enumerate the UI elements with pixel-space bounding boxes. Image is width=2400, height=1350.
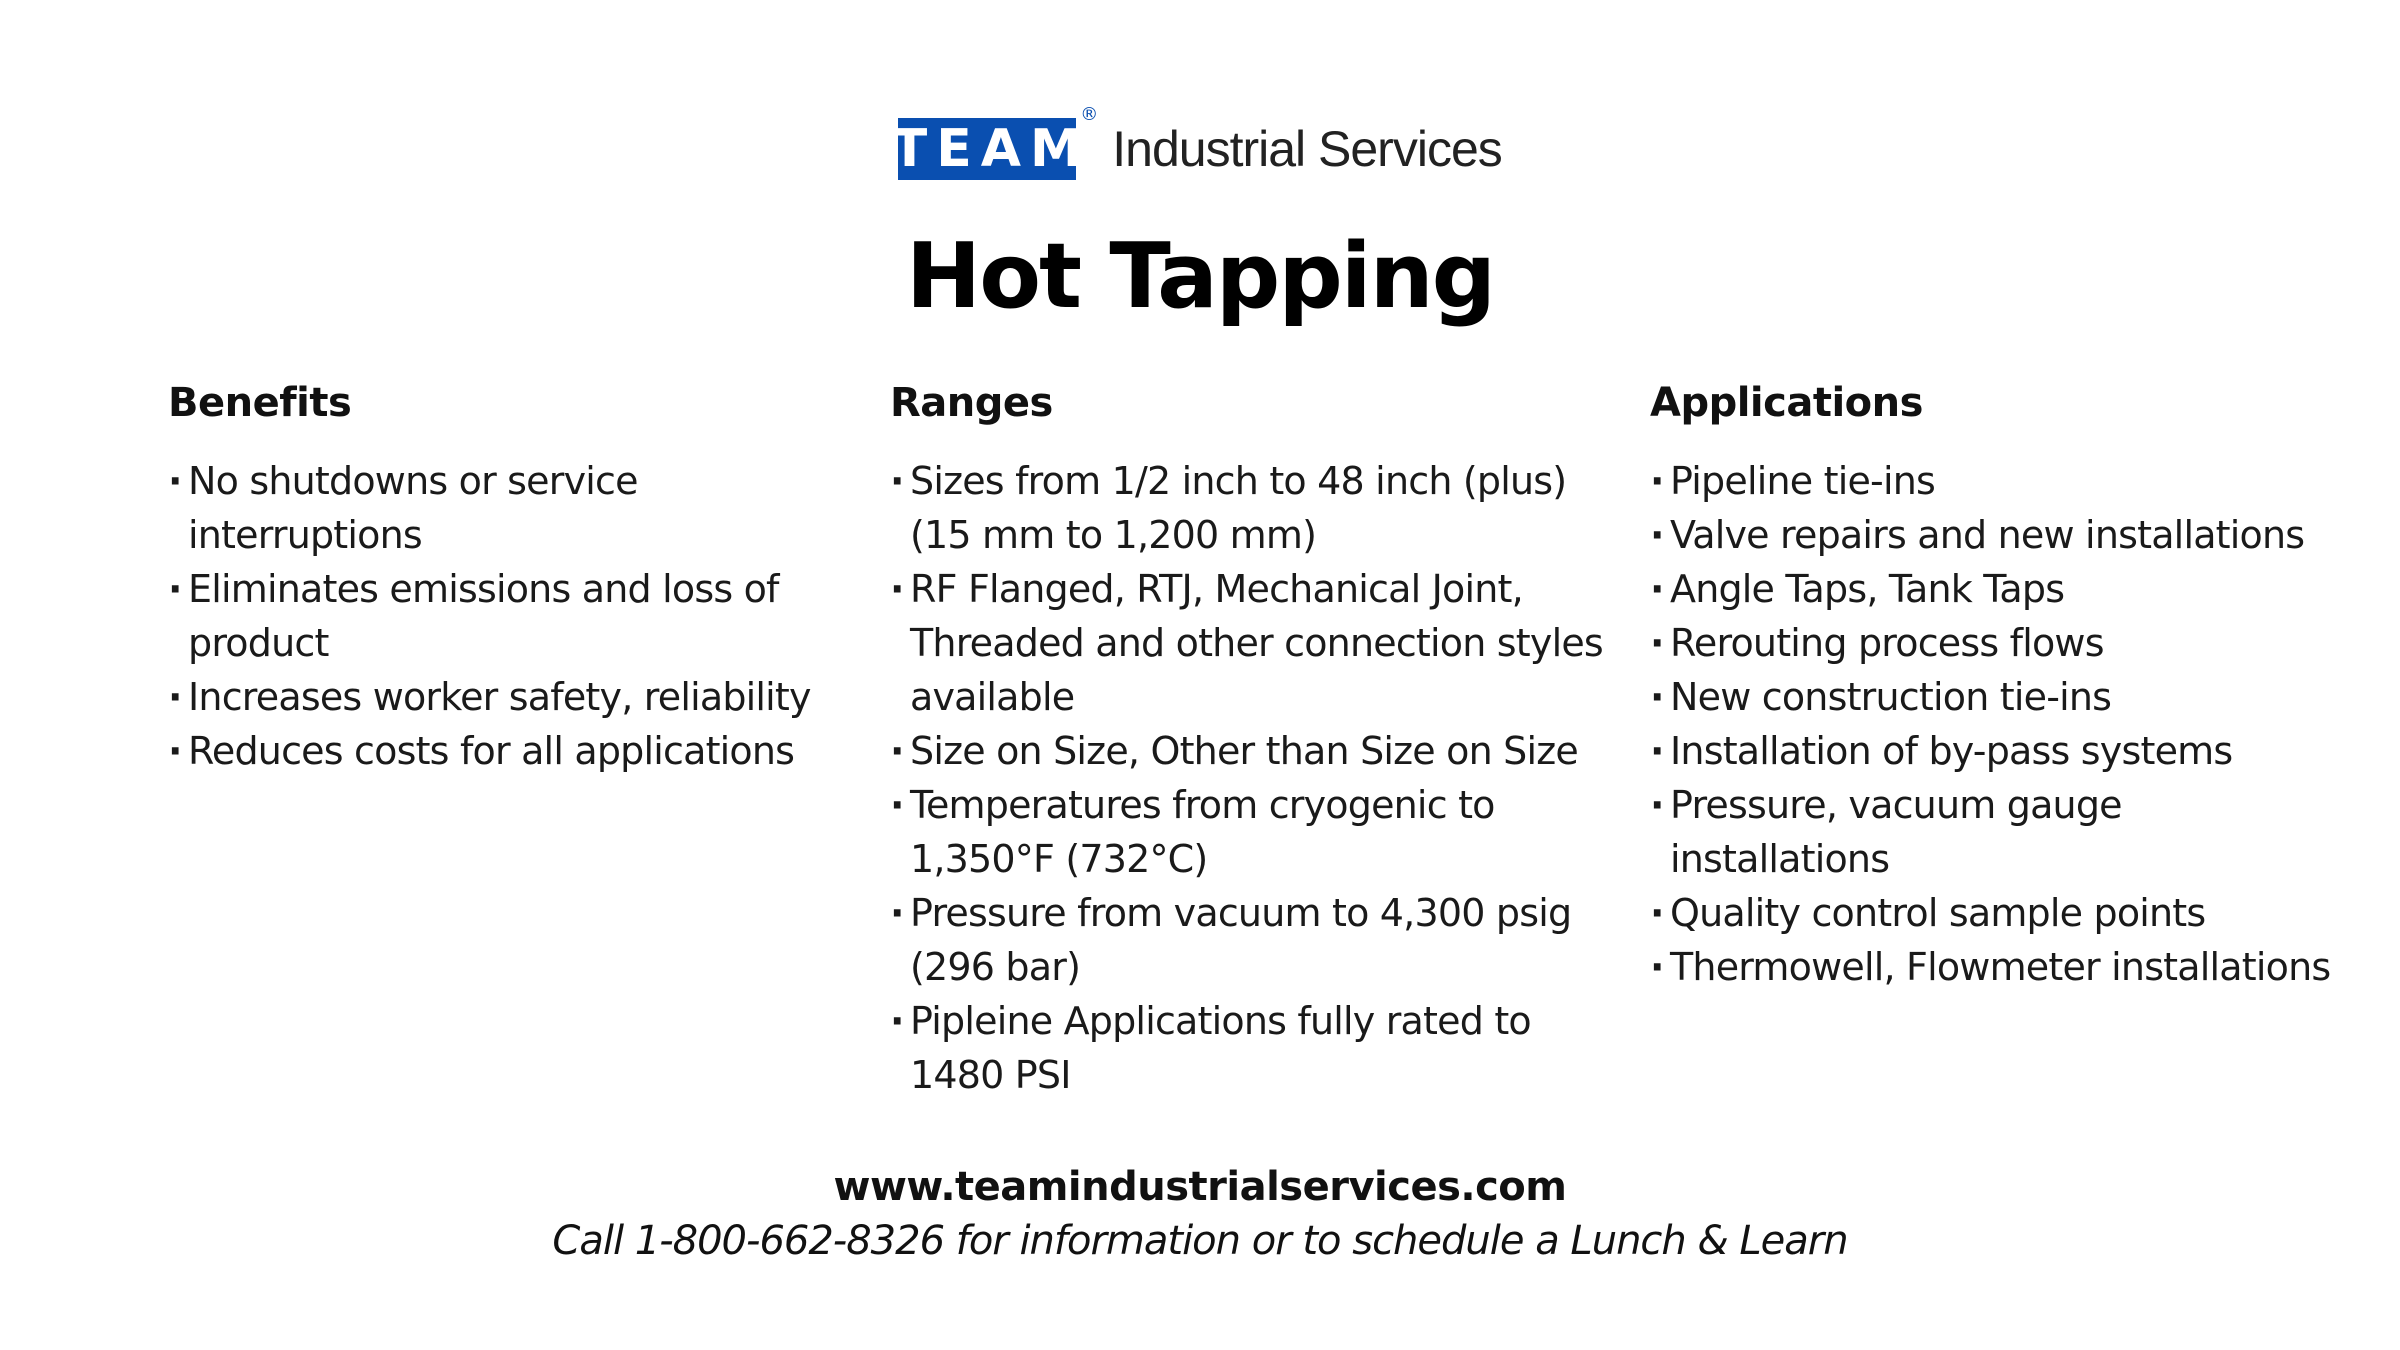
call-to-action: Call 1-800-662-8326 for information or to schedule a Lunch & Learn (552, 1218, 1848, 1264)
list-item: · Increases worker safety, reliability (168, 670, 848, 724)
list-item: · Installation of by-pass systems (1650, 724, 2340, 778)
list-item: · Quality control sample points (1650, 886, 2340, 940)
benefits-list (168, 454, 848, 778)
applications-heading: Applications (1650, 380, 1923, 426)
registered-mark: ® (1080, 104, 1099, 125)
team-logo (891, 104, 1099, 180)
applications-column (1650, 378, 2340, 994)
list-item: · Pipleine Applications fully rated to 1480 PSI (890, 994, 1610, 1102)
list-item: · Valve repairs and new installations (1650, 508, 2340, 562)
list-item: · Angle Taps, Tank Taps (1650, 562, 2340, 616)
list-item: · Sizes from 1/2 inch to 48 inch (plus) (15 mm to 1,200 mm) (890, 454, 1610, 562)
list-item: · Size on Size, Other than Size on Size (890, 724, 1610, 778)
list-item: · Pipeline tie-ins (1650, 454, 2340, 508)
benefits-heading: Benefits (168, 380, 352, 426)
ranges-column (890, 378, 1610, 1102)
list-item: · Temperatures from cryogenic to 1,350°F (732°C) (890, 778, 1610, 886)
list-item: · Thermowell, Flowmeter installations (1650, 940, 2340, 994)
ranges-list (890, 454, 1610, 1102)
list-item: · Pressure from vacuum to 4,300 psig (296 bar) (890, 886, 1610, 994)
list-item: · Reduces costs for all applications (168, 724, 848, 778)
list-item: · Pressure, vacuum gauge installations (1650, 778, 2340, 886)
logo-mark: TEAM (891, 119, 1091, 179)
ranges-heading: Ranges (890, 380, 1053, 426)
list-item: · New construction tie-ins (1650, 670, 2340, 724)
company-name: Industrial Services (1112, 121, 1502, 177)
list-item: · RF Flanged, RTJ, Mechanical Joint, Threaded and other connection styles available (890, 562, 1610, 724)
brand-header (0, 104, 2400, 180)
applications-list (1650, 454, 2340, 994)
list-item: · Rerouting process flows (1650, 616, 2340, 670)
list-item: · No shutdowns or service interruptions (168, 454, 848, 562)
page-title: Hot Tapping (905, 224, 1495, 329)
list-item: · Eliminates emissions and loss of product (168, 562, 848, 670)
benefits-column (168, 378, 848, 778)
website-url: www.teamindustrialservices.com (833, 1164, 1567, 1210)
